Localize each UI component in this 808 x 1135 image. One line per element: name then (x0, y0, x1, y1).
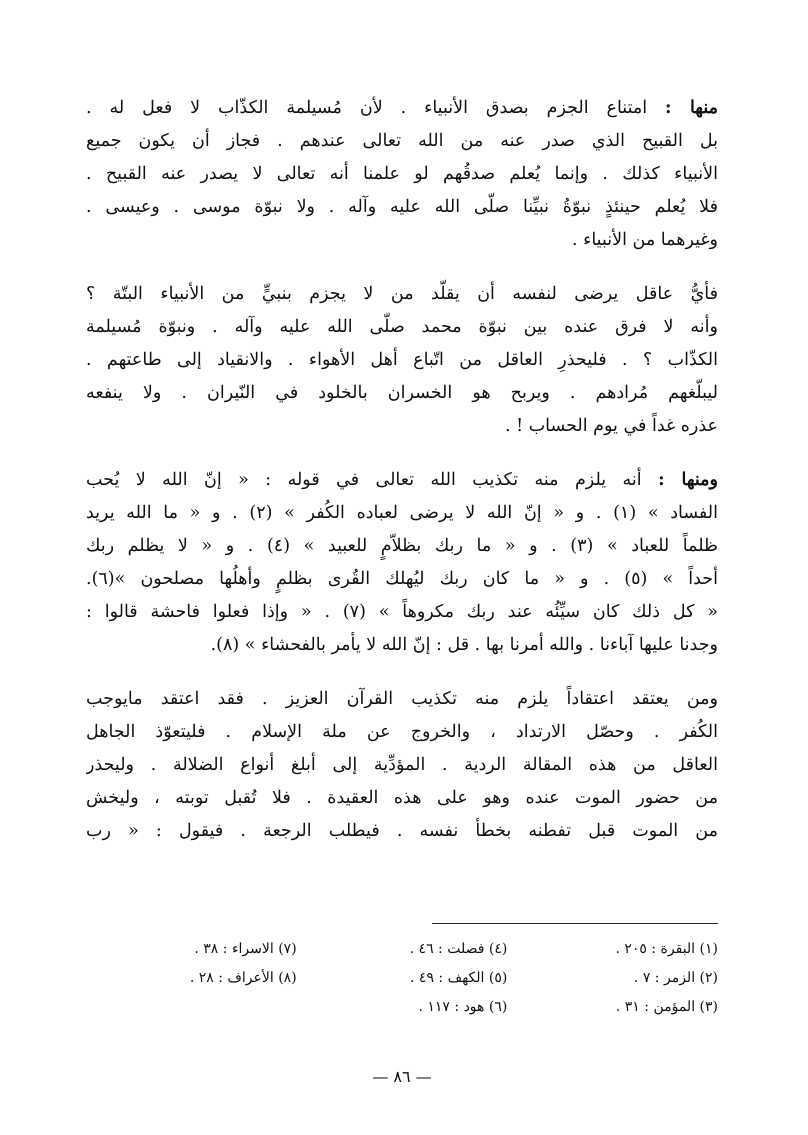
page-number: — ٨٦ — (372, 1067, 432, 1086)
paragraph-3 (86, 464, 718, 662)
text-line: « كل ذلك كان سيِّئُه عند ربك مكروهاً » (٧) . « وإذا فعلوا فاحشة قالوا : (86, 602, 718, 622)
text-line: الكُفر . وحصّل الارتداد ، والخروج عن ملة الإسلام . فليتعوّذ الجاهل (86, 722, 718, 742)
text-line: فأيُّ عاقل يرضى لنفسه أن يقلّد من لا يجزم بنبيٍّ من الأنبياء البتّة ؟ (86, 284, 718, 304)
footnote-column (86, 935, 297, 1022)
section-lead: ومنها : (658, 470, 718, 490)
page-body (86, 92, 718, 1122)
footnote: (٧) الاسراء : ٣٨ . (194, 941, 297, 957)
footnote: (٦) هود : ١١٧ . (418, 999, 508, 1015)
text-line: الكذّاب ؟ . فليحذرِ العاقل من اتّباع أهل الأهواء . والانقياد إلى طاعتهم . (86, 350, 718, 370)
text-line: عذره غداً في يوم الحساب ! . (504, 416, 718, 436)
text-line: ليبلّغهم مُرادهم . ويربح هو الخسران بالخلود في النّيران . ولا ينفعه (86, 383, 718, 403)
footnote: (٨) الأعراف : ٢٨ . (189, 970, 297, 986)
footnote: (٥) الكهف : ٤٩ . (410, 970, 508, 986)
text-line: العاقل من هذه المقالة الردية . المؤدِّية إلى أبلغ أنواع الضلالة . وليحذر (86, 755, 718, 775)
text-line: الفساد » (١) . و « إنّ الله لا يرضى لعباده الكُفر » (٢) . و « ما الله يريد (86, 503, 718, 523)
footnote: (١) البقرة : ٢٠٥ . (615, 941, 718, 957)
text-line: بل القبيح الذي صدر عنه من الله تعالى عندهم . فجاز أن يكون جميع (86, 131, 718, 151)
footnote-divider (432, 923, 718, 924)
footnote-column (297, 935, 508, 1022)
footnote: (٢) الزمر : ٧ . (633, 970, 718, 986)
text-line: ومن يعتقد اعتقاداً يلزم منه تكذيب القرآن العزيز . فقد اعتقد مايوجب (86, 689, 718, 709)
text-line: وغيرهما من الأنبياء . (572, 230, 718, 250)
text-line: أحداً » (٥) . و « ما كان ربك ليُهلك القُرى بظلمٍ وأهلُها مصلحون »(٦). (86, 569, 718, 589)
text-line: من الموت قبل تفطنه بخطأ نفسه . فيطلب الرجعة . فيقول : « رب (86, 821, 718, 841)
text-line: منها : امتناع الجزم بصدق الأنبياء . لأن مُسيلمة الكذّاب لا فعل له . (86, 98, 718, 118)
text-line: وجدنا عليها آباءنا . والله أمرنا بها . قل : إنّ الله لا يأمر بالفحشاء » (٨). (210, 635, 718, 655)
footnote: (٣) المؤمن : ٣١ . (615, 999, 718, 1015)
text-line: من حضور الموت عنده وهو على هذه العقيدة . فلا تُقبل توبته ، وليخش (86, 788, 718, 808)
paragraph-4 (86, 683, 718, 848)
footnote-column (507, 935, 718, 1022)
text-line: فلا يُعلم حينئذٍ نبوّةُ نبيِّنا صلّى الله عليه وآله . ولا نبوّة موسى . وعيسى . (86, 197, 718, 217)
text-line: الأنبياء كذلك . وإنما يُعلم صدقُهم لو علمنا أنه تعالى لا يصدر عنه القبيح . (86, 164, 718, 184)
footnotes (86, 935, 718, 1022)
paragraph-1 (86, 92, 718, 257)
paragraph-2 (86, 278, 718, 443)
text-line: وأنه لا فرق عنده بين نبوّة محمد صلّى الله عليه وآله . ونبوّة مُسيلمة (86, 317, 718, 337)
text-line: ظلماً للعباد » (٣) . و « ما ربك بظلاّمٍ للعبيد » (٤) . و « لا يظلم ربك (86, 536, 718, 556)
footnote: (٤) فصلت : ٤٦ . (409, 941, 508, 957)
section-lead: منها : (665, 98, 718, 118)
text-line: ومنها : أنه يلزم منه تكذيب الله تعالى في قوله : « إنّ الله لا يُحب (86, 470, 718, 490)
